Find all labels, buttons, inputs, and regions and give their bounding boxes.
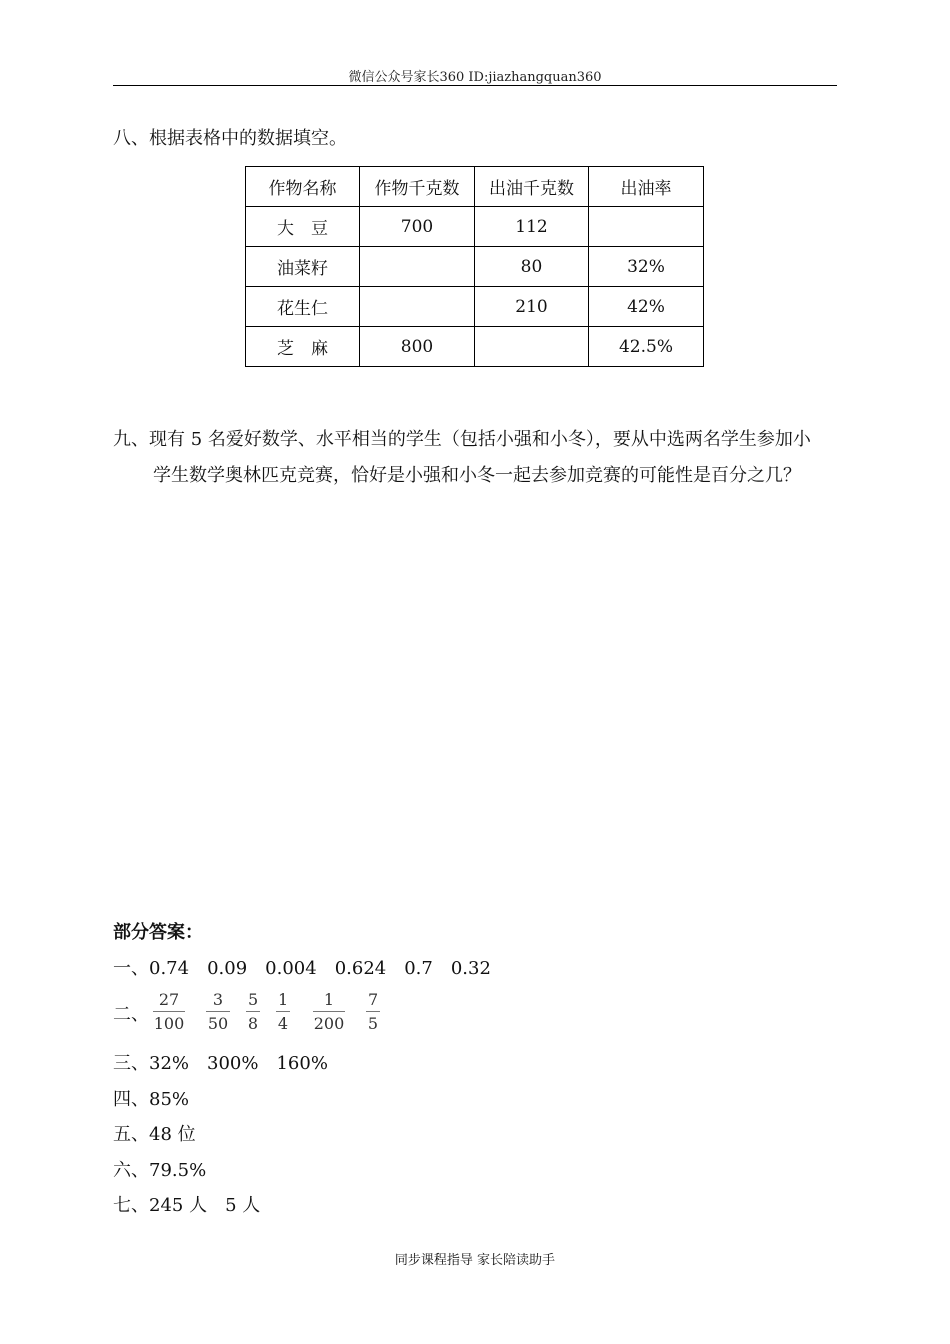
answer-value: 0.32 (450, 958, 491, 979)
answer-prefix: 六、 (113, 1160, 149, 1181)
answer-1 (113, 954, 509, 980)
answer-value: 245 人 (149, 1195, 208, 1216)
table-cell (589, 207, 704, 247)
table-cell: 芝 麻 (246, 327, 360, 367)
table-cell: 800 (360, 327, 475, 367)
answer-value: 5 人 (225, 1195, 261, 1216)
table-row (246, 327, 704, 367)
fraction-numerator: 3 (206, 990, 230, 1012)
question-9-line-1: 九、现有 5 名爱好数学、水平相当的学生（包括小强和小冬），要从中选两名学生参加小 (113, 429, 811, 450)
page-header: 微信公众号家长360 ID:jiazhangquan360 (348, 70, 602, 85)
answer-value: 300% (207, 1053, 259, 1074)
answer-6 (113, 1156, 224, 1182)
question-9-line-2: 学生数学奥林匹克竞赛，恰好是小强和小冬一起去参加竞赛的可能性是百分之几？ (153, 465, 801, 486)
fraction-numerator: 7 (366, 990, 380, 1012)
answer-value: 32% (149, 1053, 190, 1074)
table-cell (360, 247, 475, 287)
table-header-row (246, 167, 704, 207)
fraction-denominator: 50 (207, 1014, 229, 1033)
answer-value: 0.7 (404, 958, 433, 979)
table-cell (475, 327, 589, 367)
fraction-denominator: 100 (153, 1014, 185, 1033)
answer-prefix: 七、 (113, 1195, 149, 1216)
header-divider (113, 85, 837, 86)
answer-prefix: 四、 (113, 1089, 149, 1110)
question-8-title: 八、根据表格中的数据填空。 (113, 128, 347, 149)
table-cell: 32% (589, 247, 704, 287)
answer-value: 0.74 (149, 958, 190, 979)
table-row (246, 287, 704, 327)
answer-value: 79.5% (149, 1160, 207, 1181)
fraction-numerator: 5 (246, 990, 260, 1012)
table-cell: 油菜籽 (246, 247, 360, 287)
question-9 (113, 422, 843, 494)
fraction (313, 990, 345, 1033)
table-row (246, 247, 704, 287)
answer-value: 48 位 (149, 1124, 196, 1145)
answer-value: 85% (149, 1089, 190, 1110)
table-header-cell: 出油率 (589, 167, 704, 207)
answer-7 (113, 1191, 278, 1217)
answer-value: 0.09 (207, 958, 248, 979)
fraction-denominator: 5 (367, 1014, 379, 1033)
answer-5 (113, 1120, 214, 1146)
table-cell: 700 (360, 207, 475, 247)
fraction-numerator: 27 (153, 990, 185, 1012)
fraction (276, 990, 290, 1033)
table-cell: 112 (475, 207, 589, 247)
answer-2-prefix: 二、 (113, 1004, 149, 1025)
table-row (246, 207, 704, 247)
fraction (366, 990, 380, 1033)
answer-value: 160% (276, 1053, 328, 1074)
answer-4 (113, 1085, 207, 1111)
table-cell: 210 (475, 287, 589, 327)
table-header-cell: 作物名称 (246, 167, 360, 207)
oil-yield-table (245, 166, 704, 367)
page-footer: 同步课程指导 家长陪读助手 (394, 1253, 556, 1268)
table-cell: 大 豆 (246, 207, 360, 247)
table-header-cell: 出油千克数 (475, 167, 589, 207)
fraction-denominator: 200 (313, 1014, 345, 1033)
answer-prefix: 五、 (113, 1124, 149, 1145)
fraction-numerator: 1 (313, 990, 345, 1012)
answer-value: 0.624 (334, 958, 387, 979)
answer-3 (113, 1049, 346, 1075)
table-header-cell: 作物千克数 (360, 167, 475, 207)
table-cell: 42% (589, 287, 704, 327)
fraction-denominator: 8 (247, 1014, 259, 1033)
table-cell: 42.5% (589, 327, 704, 367)
fraction (153, 990, 185, 1033)
table-cell (360, 287, 475, 327)
answer-prefix: 一、 (113, 958, 149, 979)
fraction (206, 990, 230, 1033)
answer-prefix: 三、 (113, 1053, 149, 1074)
fraction-denominator: 4 (277, 1014, 289, 1033)
fraction (246, 990, 260, 1033)
table-cell: 花生仁 (246, 287, 360, 327)
table-cell: 80 (475, 247, 589, 287)
answer-value: 0.004 (265, 958, 317, 979)
answers-title: 部分答案： (113, 922, 203, 943)
fraction-numerator: 1 (276, 990, 290, 1012)
